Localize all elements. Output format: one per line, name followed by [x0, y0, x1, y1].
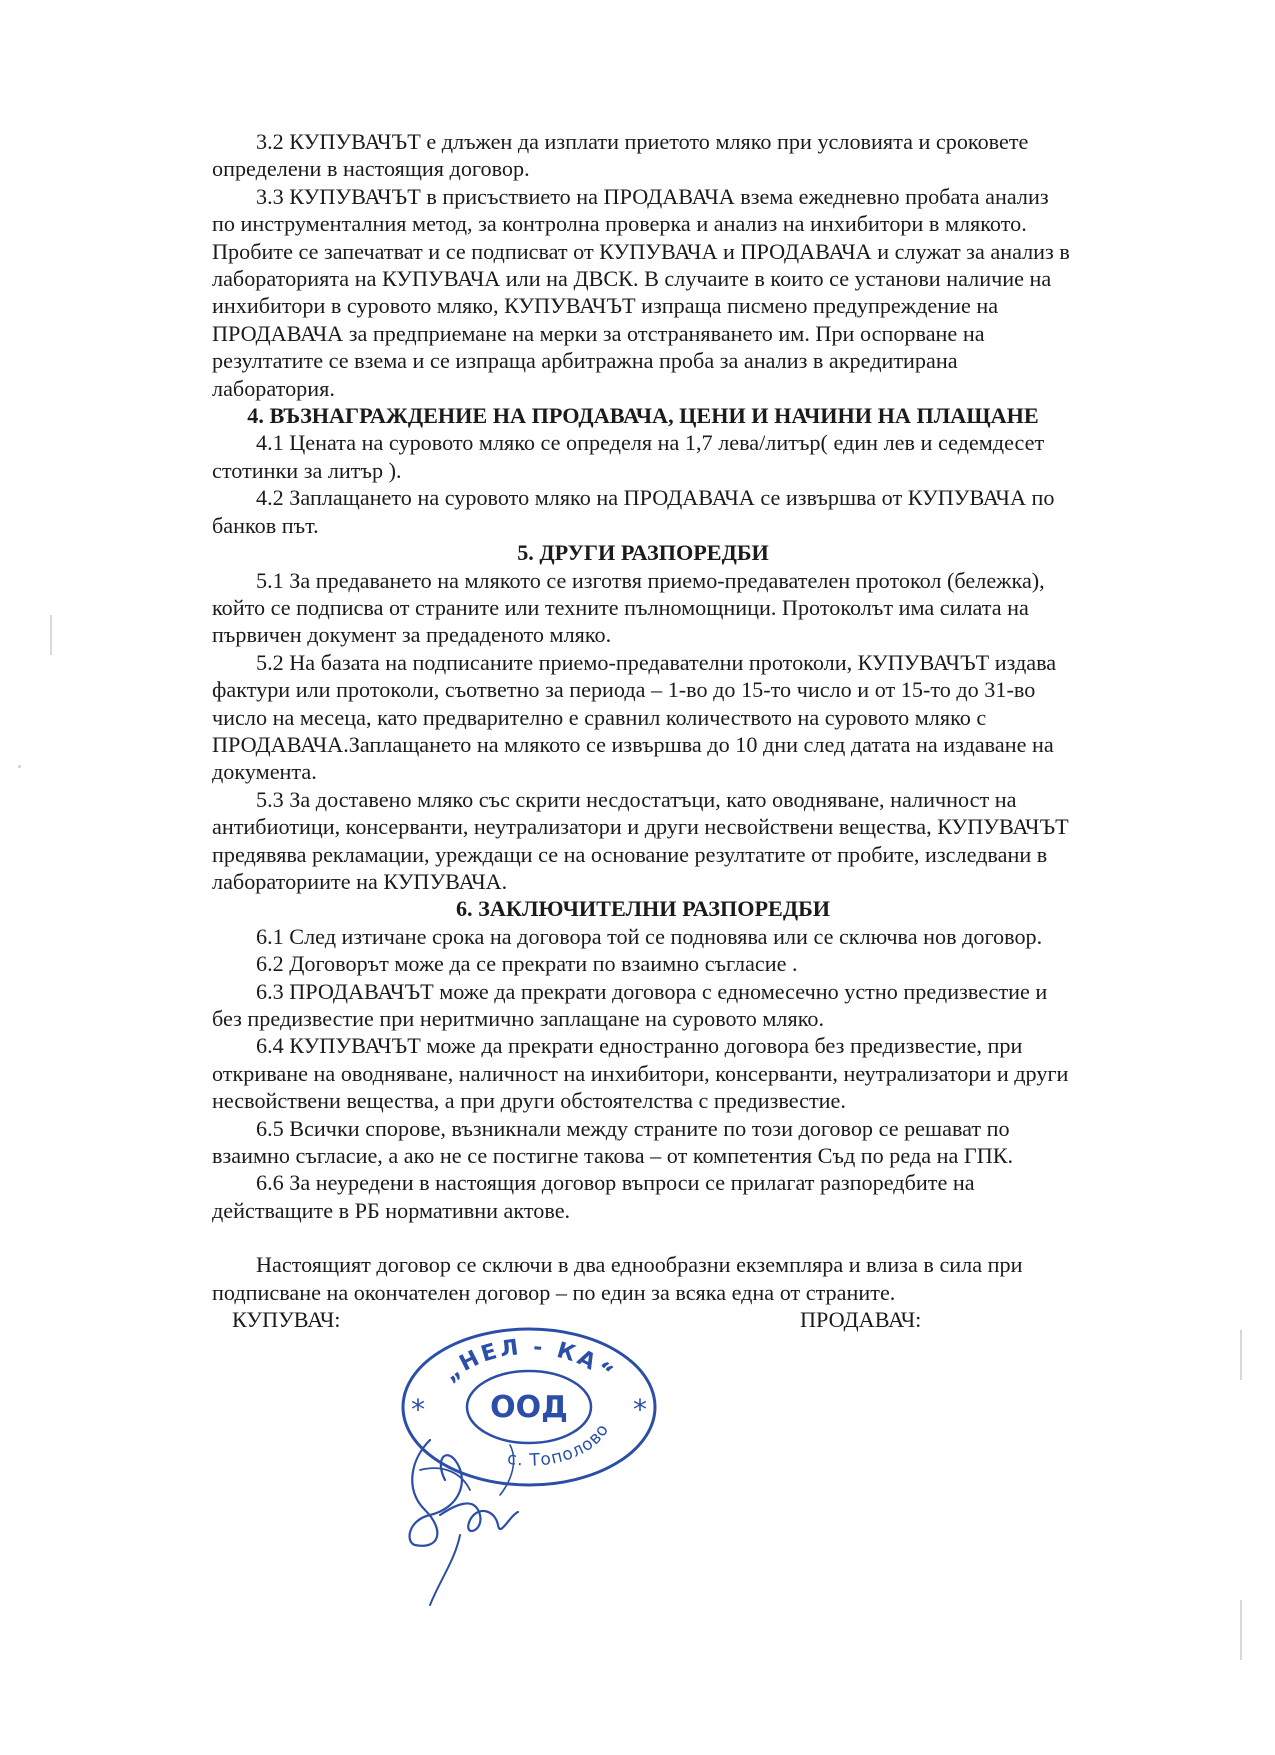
paragraph-spacer: [212, 1224, 1074, 1251]
handwritten-signature: [400, 1420, 600, 1610]
contract-paragraph: 5.3 За доставено мляко със скрити несдостатъци, като оводняване, наличност на антибиотици, консерванти, неутрализатори и други несвойствени вещества, КУПУВАЧЪТ предявява рекламации, уреждащи се на основание резултатите от пробите, изследвани в лабораториите на КУПУВАЧА.: [212, 786, 1069, 894]
section-heading: 5. ДРУГИ РАЗПОРЕДБИ: [517, 540, 769, 566]
contract-paragraph: 3.2 КУПУВАЧЪТ е длъжен да изплати приетото мляко при условията и сроковете определени в настоящия договор.: [212, 129, 1029, 182]
contract-paragraph: 6.6 За неуредени в настоящия договор въпроси се прилагат разпоредбите на действащите в РБ нормативни актове.: [212, 1170, 975, 1223]
stamp-star-right: *: [633, 1393, 647, 1426]
scan-artifact: [18, 765, 21, 768]
contract-paragraph: 6.1 След изтичане срока на договора той се подновява или се сключва нов договор.: [256, 923, 1043, 949]
contract-paragraph: 6.5 Всички спорове, възникнали между страните по този договор се решават по взаимно съгласие, а ако не се постигне такова – от компетентия Съд по реда на ГПК.: [212, 1115, 1014, 1169]
contract-paragraph: 6.2 Договорът може да се прекрати по взаимно съгласие .: [256, 951, 798, 977]
buyer-signature-label: КУПУВАЧ:: [232, 1307, 341, 1332]
contract-paragraph: 5.1 За предаването на млякото се изготвя приемо-предавателен протокол (бележка), който се подписва от страните или техните пълномощници. Протоколът има силата на първичен документ за предаденото мляко.: [212, 567, 1045, 648]
scan-artifact: [50, 615, 52, 655]
contract-paragraph: Настоящият договор се сключи в два еднообразни екземпляра и влиза в сила при подписване на окончателен договор – по един за всяка една от страните.: [212, 1252, 1023, 1305]
contract-paragraph: 4.2 Заплащането на суровото мляко на ПРОДАВАЧА се извършва от КУПУВАЧА по банков път.: [212, 485, 1055, 538]
contract-paragraph: 6.3 ПРОДАВАЧЪТ може да прекрати договора с едномесечно устно предизвестие и без предизвестие при неритмично заплащане на суровото мляко.: [212, 978, 1048, 1031]
stamp-company-type: ООД: [490, 1390, 568, 1425]
seller-signature-label: ПРОДАВАЧ:: [800, 1307, 922, 1332]
stamp-company-name: „НЕЛ - КА“: [438, 1335, 620, 1388]
stamp-village: с. Тополово: [505, 1420, 614, 1471]
scan-artifact: [1240, 1330, 1242, 1380]
section-heading: 6. ЗАКЛЮЧИТЕЛНИ РАЗПОРЕДБИ: [455, 896, 831, 922]
contract-paragraph: 5.2 На базата на подписаните приемо-предавателни протоколи, КУПУВАЧЪТ издава фактури или протоколи, съответно за периода – 1-во до 15-то число и от 15-то до 31-во число на месеца, като предварително е сравнил количеството на суровото мляко с ПРОДАВАЧА.Заплащането на млякото се извършва до 10 дни след датата на издаване на документа.: [212, 649, 1057, 785]
section-heading: 4. ВЪЗНАГРАЖДЕНИЕ НА ПРОДАВАЧА, ЦЕНИ И НАЧИНИ НА ПЛАЩАНЕ: [247, 403, 1039, 429]
contract-body: [212, 128, 1074, 1306]
contract-paragraph: 3.3 КУПУВАЧЪТ в присъствието на ПРОДАВАЧА взема ежедневно пробата анализ по инструменталния метод, за контролна проверка и анализ на инхибитори в млякото. Пробите се запечатват и се подписват от КУПУВАЧА и ПРОДАВАЧА и служат за анализ в лабораторията на КУПУВАЧА или на ДВСК. В случаите в които се установи наличие на инхибитори в суровото мляко, КУПУВАЧЪТ изпраща писмено предупреждение на ПРОДАВАЧА за предприемане на мерки за отстраняването им. При оспорване на резултатите се взема и се изпраща арбитражна проба за анализ в акредитирана лаборатория.: [212, 183, 1070, 401]
contract-paragraph: 6.4 КУПУВАЧЪТ може да прекрати едностранно договора без предизвестие, при откриване на оводняване, наличност на инхибитори, консерванти, неутрализатори и други несвойствени вещества, а при други обстоятелства с предизвестие.: [212, 1033, 1069, 1114]
stamp-star-left: *: [411, 1393, 425, 1426]
scan-artifact: [1240, 1600, 1242, 1660]
svg-text:„НЕЛ - КА“: [439, 1335, 620, 1387]
contract-paragraph: 4.1 Цената на суровото мляко се определя на 1,7 лева/литър( един лев и седемдесет стотинки за литър ).: [212, 430, 1045, 483]
